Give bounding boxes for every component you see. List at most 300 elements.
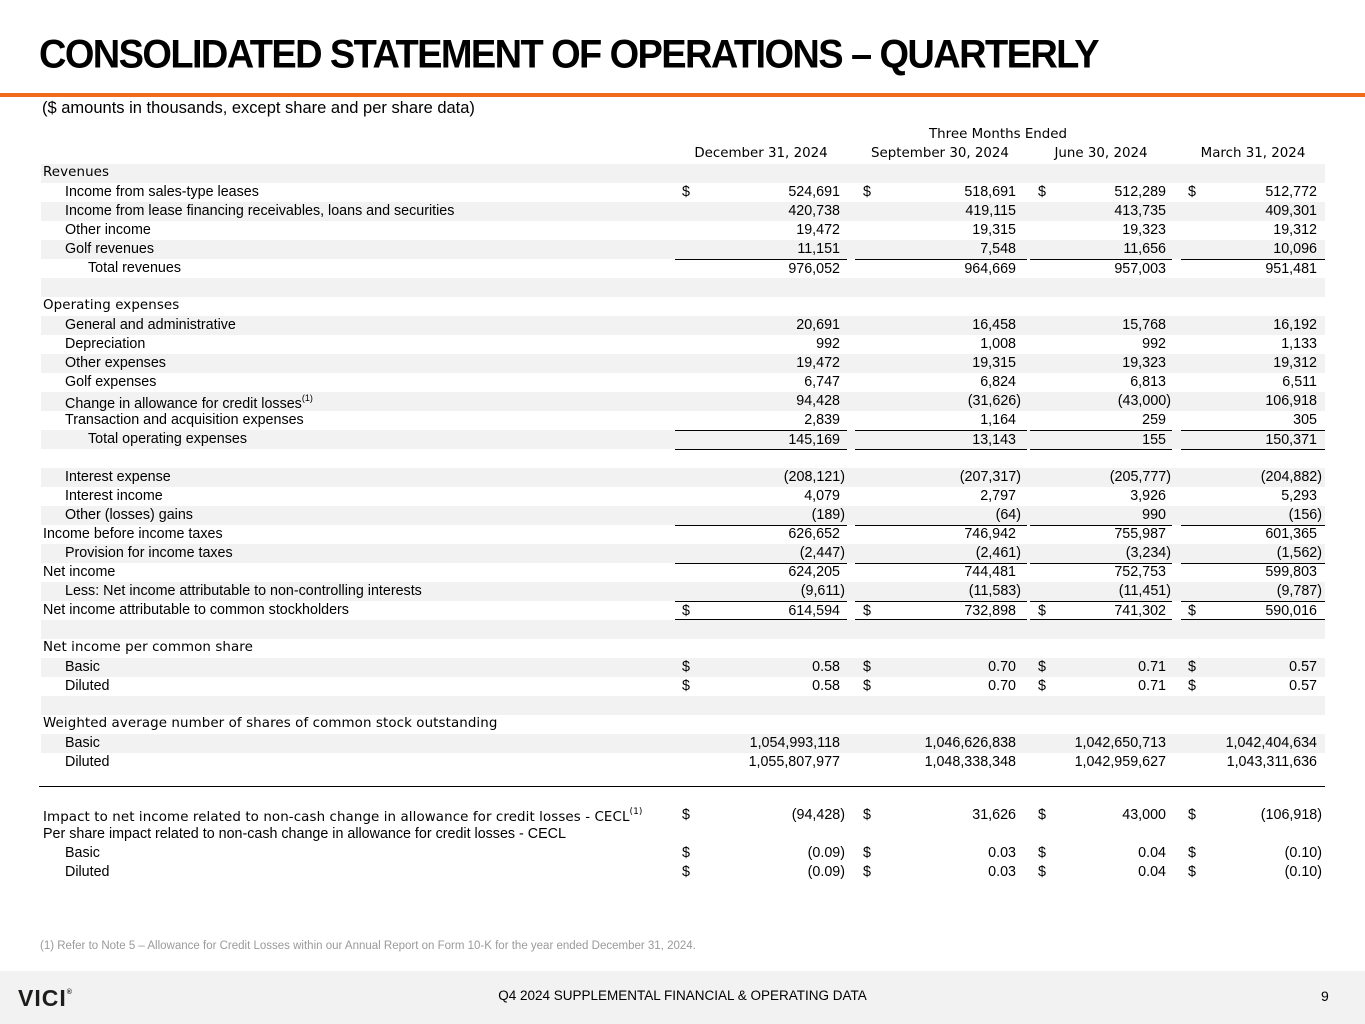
- value-text: (2,461): [975, 545, 1021, 561]
- value-text: 0.71: [1138, 659, 1166, 675]
- value-cell: [675, 525, 847, 544]
- value-cell: [1030, 844, 1172, 863]
- row-label-text: Interest income: [65, 488, 163, 504]
- table-row: [41, 525, 1325, 544]
- row-label: [65, 754, 110, 770]
- value-cell: [675, 806, 847, 825]
- value-cell: [675, 259, 847, 279]
- value-cell: [1030, 240, 1172, 260]
- currency-symbol: $: [1038, 864, 1046, 880]
- value-cell: [1181, 658, 1325, 677]
- value-cell: [1030, 335, 1172, 354]
- row-label-text: Diluted: [65, 754, 110, 770]
- row-label-text: Total operating expenses: [88, 431, 247, 447]
- row-label-text: Basic: [65, 659, 100, 675]
- value-text: 614,594: [788, 603, 840, 619]
- footnote-marker: (1): [629, 807, 643, 817]
- value-cell: [1181, 259, 1325, 279]
- currency-symbol: $: [682, 807, 690, 823]
- value-text: 19,323: [1122, 222, 1166, 238]
- value-cell: [855, 844, 1027, 863]
- value-cell: [855, 753, 1027, 772]
- currency-symbol: $: [682, 659, 690, 675]
- value-cell: [855, 601, 1027, 622]
- value-cell: [675, 487, 847, 506]
- value-text: 1,042,650,713: [1074, 735, 1166, 751]
- value-cell: [1030, 221, 1172, 240]
- table-row: [41, 544, 1325, 563]
- value-text: 43,000: [1122, 807, 1166, 823]
- value-text: 16,192: [1273, 317, 1317, 333]
- table-row: [41, 753, 1325, 772]
- value-text: 0.57: [1289, 659, 1317, 675]
- currency-symbol: $: [682, 845, 690, 861]
- value-text: 992: [1142, 336, 1166, 352]
- value-cell: [1181, 601, 1325, 622]
- value-cell: [1030, 753, 1172, 772]
- row-label: [65, 393, 313, 412]
- value-text: 419,115: [965, 203, 1016, 219]
- value-cell: [675, 863, 847, 882]
- value-text: (207,317): [959, 469, 1021, 485]
- value-text: 1,008: [980, 336, 1016, 352]
- value-cell: [1181, 506, 1325, 526]
- value-cell: [1181, 734, 1325, 753]
- table-row: [41, 392, 1325, 411]
- section-header-row: [41, 715, 1325, 734]
- row-label: [65, 583, 422, 599]
- value-text: 1,042,404,634: [1225, 735, 1317, 751]
- value-text: 19,315: [972, 355, 1016, 371]
- value-cell: [675, 240, 847, 260]
- value-cell: [1030, 316, 1172, 335]
- currency-symbol: $: [1188, 659, 1196, 675]
- row-label-text: Other expenses: [65, 355, 166, 371]
- value-text: 305: [1293, 412, 1317, 428]
- value-cell: [1181, 335, 1325, 354]
- value-text: (11,451): [1118, 583, 1171, 599]
- table-row: [41, 449, 1325, 468]
- table-row: [41, 601, 1325, 620]
- footnote: (1) Refer to Note 5 – Allowance for Credit Losses within our Annual Report on Form 10-K for the year ended December 31, 2024.: [40, 940, 696, 952]
- value-cell: [1181, 844, 1325, 863]
- row-label-text: Diluted: [65, 678, 110, 694]
- table-row: [41, 677, 1325, 696]
- value-cell: [675, 430, 847, 450]
- value-cell: [675, 221, 847, 240]
- value-cell: [1181, 240, 1325, 260]
- value-text: (11,583): [968, 583, 1021, 599]
- value-cell: [675, 316, 847, 335]
- value-cell: [675, 506, 847, 526]
- value-text: 7,548: [980, 241, 1016, 257]
- value-text: 512,772: [1265, 184, 1317, 200]
- table-row: [41, 620, 1325, 639]
- value-text: 20,691: [796, 317, 840, 333]
- value-cell: [675, 677, 847, 696]
- section-header-row: [41, 164, 1325, 183]
- value-cell: [855, 525, 1027, 544]
- value-text: (43,000): [1117, 393, 1171, 409]
- row-label-text: Income from sales-type leases: [65, 184, 259, 200]
- value-cell: [1181, 677, 1325, 696]
- value-cell: [855, 468, 1027, 487]
- value-cell: [855, 863, 1027, 882]
- row-label: [65, 317, 236, 333]
- currency-symbol: $: [682, 864, 690, 880]
- currency-symbol: $: [1188, 845, 1196, 861]
- value-text: (208,121): [783, 469, 845, 485]
- page-number: 9: [1321, 988, 1329, 1004]
- value-text: 1,042,959,627: [1074, 754, 1166, 770]
- value-cell: [1030, 259, 1172, 279]
- table-row: [41, 506, 1325, 525]
- value-cell: [1030, 354, 1172, 373]
- value-text: 599,803: [1265, 564, 1317, 580]
- column-group-header: Three Months Ended: [929, 127, 1067, 142]
- value-cell: [1030, 806, 1172, 825]
- table-row: [41, 658, 1325, 677]
- row-label-text: Interest expense: [65, 469, 171, 485]
- value-text: 6,747: [804, 374, 840, 390]
- row-label: [43, 826, 566, 842]
- currency-symbol: $: [1038, 678, 1046, 694]
- value-text: 0.03: [988, 845, 1016, 861]
- row-label: [65, 659, 100, 675]
- row-label: [65, 355, 166, 371]
- value-cell: [1181, 753, 1325, 772]
- logo-mark: ®: [66, 989, 73, 996]
- row-label: [43, 716, 497, 731]
- value-text: 990: [1142, 507, 1166, 523]
- table-row: [41, 582, 1325, 601]
- row-label: [43, 640, 253, 655]
- value-text: 741,302: [1114, 603, 1166, 619]
- column-header: September 30, 2024: [855, 146, 1025, 165]
- value-text: 0.04: [1138, 864, 1166, 880]
- table-row: [41, 696, 1325, 715]
- value-text: 19,312: [1273, 355, 1317, 371]
- currency-symbol: $: [863, 678, 871, 694]
- value-cell: [675, 658, 847, 677]
- table-row: [41, 354, 1325, 373]
- value-text: (9,611): [800, 583, 845, 599]
- currency-symbol: $: [682, 603, 690, 619]
- currency-symbol: $: [863, 659, 871, 675]
- value-cell: [855, 240, 1027, 260]
- value-text: 6,824: [980, 374, 1016, 390]
- value-text: (3,234): [1125, 545, 1171, 561]
- row-label-text: Impact to net income related to non-cash change in allowance for credit losses - CECL: [43, 810, 630, 825]
- currency-symbol: $: [863, 845, 871, 861]
- currency-symbol: $: [863, 184, 871, 200]
- currency-symbol: $: [863, 807, 871, 823]
- row-label-text: Per share impact related to non-cash change in allowance for credit losses - CECL: [43, 826, 566, 842]
- table-row: [41, 221, 1325, 240]
- currency-symbol: $: [863, 864, 871, 880]
- value-cell: [1181, 411, 1325, 430]
- currency-symbol: $: [1188, 864, 1196, 880]
- row-label-text: Other (losses) gains: [65, 507, 193, 523]
- value-text: 5,293: [1281, 488, 1317, 504]
- value-text: 590,016: [1265, 603, 1317, 619]
- table-row: [41, 430, 1325, 449]
- value-text: 976,052: [788, 261, 840, 277]
- logo-text: VICI: [18, 985, 67, 1011]
- row-label: [65, 735, 100, 751]
- value-text: 259: [1142, 412, 1166, 428]
- value-cell: [1181, 806, 1325, 825]
- value-cell: [1181, 863, 1325, 882]
- currency-symbol: $: [1038, 659, 1046, 675]
- row-label-text: Income before income taxes: [43, 526, 223, 542]
- value-cell: [855, 335, 1027, 354]
- table-row: [41, 563, 1325, 582]
- row-label-text: Weighted average number of shares of common stock outstanding: [43, 716, 498, 731]
- value-cell: [1030, 430, 1172, 450]
- value-cell: [1181, 563, 1325, 582]
- value-text: 951,481: [1265, 261, 1317, 277]
- value-text: 0.58: [812, 678, 840, 694]
- value-text: 512,289: [1114, 184, 1166, 200]
- table-row: [41, 468, 1325, 487]
- value-text: 0.03: [988, 864, 1016, 880]
- value-cell: [1181, 430, 1325, 450]
- value-cell: [1181, 316, 1325, 335]
- row-label-text: Change in allowance for credit losses: [65, 396, 302, 412]
- table-row: [41, 316, 1325, 335]
- table-row: [41, 373, 1325, 392]
- value-text: 11,656: [1123, 241, 1166, 257]
- value-cell: [855, 734, 1027, 753]
- value-text: 3,926: [1130, 488, 1166, 504]
- table-row: [41, 335, 1325, 354]
- row-label: [43, 165, 109, 180]
- row-label: [43, 807, 643, 825]
- table-row: [41, 734, 1325, 753]
- currency-symbol: $: [1188, 678, 1196, 694]
- table-row: [41, 825, 1325, 844]
- value-cell: [1030, 544, 1172, 564]
- value-cell: [855, 806, 1027, 825]
- value-text: 145,169: [788, 432, 840, 448]
- value-cell: [855, 354, 1027, 373]
- value-text: 2,797: [980, 488, 1016, 504]
- row-label: [65, 488, 163, 504]
- value-cell: [1181, 544, 1325, 564]
- value-cell: [675, 373, 847, 392]
- value-text: (189): [811, 507, 845, 523]
- row-label-text: Other income: [65, 222, 151, 238]
- table-row: [41, 240, 1325, 259]
- value-text: 964,669: [964, 261, 1016, 277]
- value-cell: [1181, 487, 1325, 506]
- value-text: 19,312: [1273, 222, 1317, 238]
- table-row: [41, 487, 1325, 506]
- footnote-marker: (1): [301, 393, 313, 403]
- value-text: 1,055,807,977: [748, 754, 840, 770]
- value-cell: [1181, 221, 1325, 240]
- row-label-text: Income from lease financing receivables, loans and securities: [65, 203, 455, 219]
- value-text: 0.58: [812, 659, 840, 675]
- value-text: 94,428: [796, 393, 840, 409]
- column-header: December 31, 2024: [675, 146, 847, 165]
- value-text: 524,691: [788, 184, 840, 200]
- value-text: 752,753: [1114, 564, 1166, 580]
- value-text: (31,626): [967, 393, 1021, 409]
- row-label: [65, 845, 100, 861]
- value-text: 624,205: [788, 564, 840, 580]
- value-cell: [1181, 183, 1325, 202]
- value-text: 601,365: [1265, 526, 1317, 542]
- value-cell: [855, 658, 1027, 677]
- page-footer: [0, 971, 1365, 1024]
- value-text: 1,133: [1281, 336, 1317, 352]
- value-cell: [1030, 373, 1172, 392]
- value-cell: [855, 506, 1027, 526]
- value-text: (64): [995, 507, 1021, 523]
- value-text: (2,447): [799, 545, 845, 561]
- value-cell: [855, 202, 1027, 221]
- row-label-text: Net income attributable to common stockholders: [43, 602, 349, 618]
- value-cell: [1181, 468, 1325, 487]
- value-text: 2,839: [804, 412, 840, 428]
- value-cell: [675, 844, 847, 863]
- value-text: 16,458: [972, 317, 1016, 333]
- row-label: [65, 507, 193, 523]
- value-text: 10,096: [1273, 241, 1317, 257]
- row-label-text: Revenues: [43, 165, 110, 180]
- value-text: 1,046,626,838: [924, 735, 1016, 751]
- row-label-text: Provision for income taxes: [65, 545, 233, 561]
- value-cell: [675, 335, 847, 354]
- value-cell: [1030, 863, 1172, 882]
- value-text: 420,738: [788, 203, 840, 219]
- value-cell: [675, 411, 847, 430]
- row-label-text: Less: Net income attributable to non-controlling interests: [65, 583, 422, 599]
- row-label: [65, 469, 171, 485]
- value-cell: [855, 183, 1027, 202]
- currency-symbol: $: [682, 184, 690, 200]
- row-label-text: Operating expenses: [43, 298, 180, 313]
- value-text: (0.09): [807, 845, 845, 861]
- value-text: (0.09): [807, 864, 845, 880]
- value-cell: [675, 582, 847, 602]
- currency-symbol: $: [863, 603, 871, 619]
- value-cell: [855, 411, 1027, 430]
- value-text: 1,054,993,118: [749, 735, 840, 751]
- value-cell: [1030, 411, 1172, 430]
- section-header-row: [41, 806, 1325, 825]
- value-text: 1,048,338,348: [924, 754, 1016, 770]
- value-text: (0.10): [1284, 845, 1322, 861]
- value-text: 0.04: [1138, 845, 1166, 861]
- value-text: 1,164: [980, 412, 1016, 428]
- row-label-text: Depreciation: [65, 336, 146, 352]
- row-label: [65, 203, 454, 219]
- row-label: [65, 412, 304, 428]
- row-label-text: Golf expenses: [65, 374, 157, 390]
- row-label: [43, 564, 115, 580]
- value-text: 957,003: [1114, 261, 1166, 277]
- column-header: June 30, 2024: [1030, 146, 1172, 165]
- footer-text: Q4 2024 SUPPLEMENTAL FINANCIAL & OPERATING DATA: [498, 988, 867, 1003]
- value-text: 413,735: [1114, 203, 1166, 219]
- value-cell: [1030, 202, 1172, 221]
- value-cell: [1030, 487, 1172, 506]
- value-cell: [1030, 582, 1172, 602]
- value-cell: [855, 373, 1027, 392]
- row-label: [65, 678, 110, 694]
- value-cell: [855, 563, 1027, 582]
- value-cell: [675, 202, 847, 221]
- value-text: (1,562): [1276, 545, 1322, 561]
- value-text: 992: [816, 336, 840, 352]
- value-cell: [855, 392, 1027, 411]
- value-cell: [1181, 354, 1325, 373]
- value-text: 732,898: [964, 603, 1016, 619]
- section-header-row: [41, 297, 1325, 316]
- value-cell: [1181, 373, 1325, 392]
- value-cell: [855, 677, 1027, 696]
- value-text: 4,079: [804, 488, 840, 504]
- page-title: CONSOLIDATED STATEMENT OF OPERATIONS – QUARTERLY: [39, 33, 1099, 78]
- row-label: [88, 431, 247, 447]
- value-text: 15,768: [1122, 317, 1166, 333]
- value-cell: [1181, 392, 1325, 411]
- value-text: (9,787): [1276, 583, 1322, 599]
- row-label: [65, 241, 154, 257]
- value-text: 106,918: [1265, 393, 1317, 409]
- value-text: 518,691: [964, 184, 1016, 200]
- row-label-text: Basic: [65, 735, 100, 751]
- value-text: 0.70: [988, 678, 1016, 694]
- value-cell: [1030, 563, 1172, 582]
- table-row: [41, 259, 1325, 278]
- currency-symbol: $: [1038, 807, 1046, 823]
- value-text: 6,511: [1282, 374, 1317, 390]
- value-cell: [1030, 468, 1172, 487]
- value-cell: [855, 582, 1027, 602]
- currency-symbol: $: [1188, 603, 1196, 619]
- value-text: (94,428): [791, 807, 845, 823]
- value-cell: [1030, 601, 1172, 622]
- row-label: [43, 298, 179, 313]
- value-cell: [675, 753, 847, 772]
- table-row: [41, 844, 1325, 863]
- value-text: (205,777): [1109, 469, 1171, 485]
- value-cell: [1181, 525, 1325, 544]
- value-text: (156): [1288, 507, 1322, 523]
- value-cell: [855, 259, 1027, 279]
- value-cell: [855, 316, 1027, 335]
- section-header-row: [41, 639, 1325, 658]
- row-label: [65, 864, 110, 880]
- title-rule: [0, 93, 1365, 97]
- value-cell: [855, 221, 1027, 240]
- value-text: 755,987: [1114, 526, 1166, 542]
- currency-symbol: $: [1188, 184, 1196, 200]
- value-text: 626,652: [788, 526, 840, 542]
- value-cell: [675, 734, 847, 753]
- value-cell: [1181, 202, 1325, 221]
- row-label-text: Golf revenues: [65, 241, 155, 257]
- value-text: 1,043,311,636: [1226, 754, 1317, 770]
- row-label-text: General and administrative: [65, 317, 236, 333]
- column-header: March 31, 2024: [1181, 146, 1325, 165]
- value-text: 0.70: [988, 659, 1016, 675]
- value-cell: [1030, 183, 1172, 202]
